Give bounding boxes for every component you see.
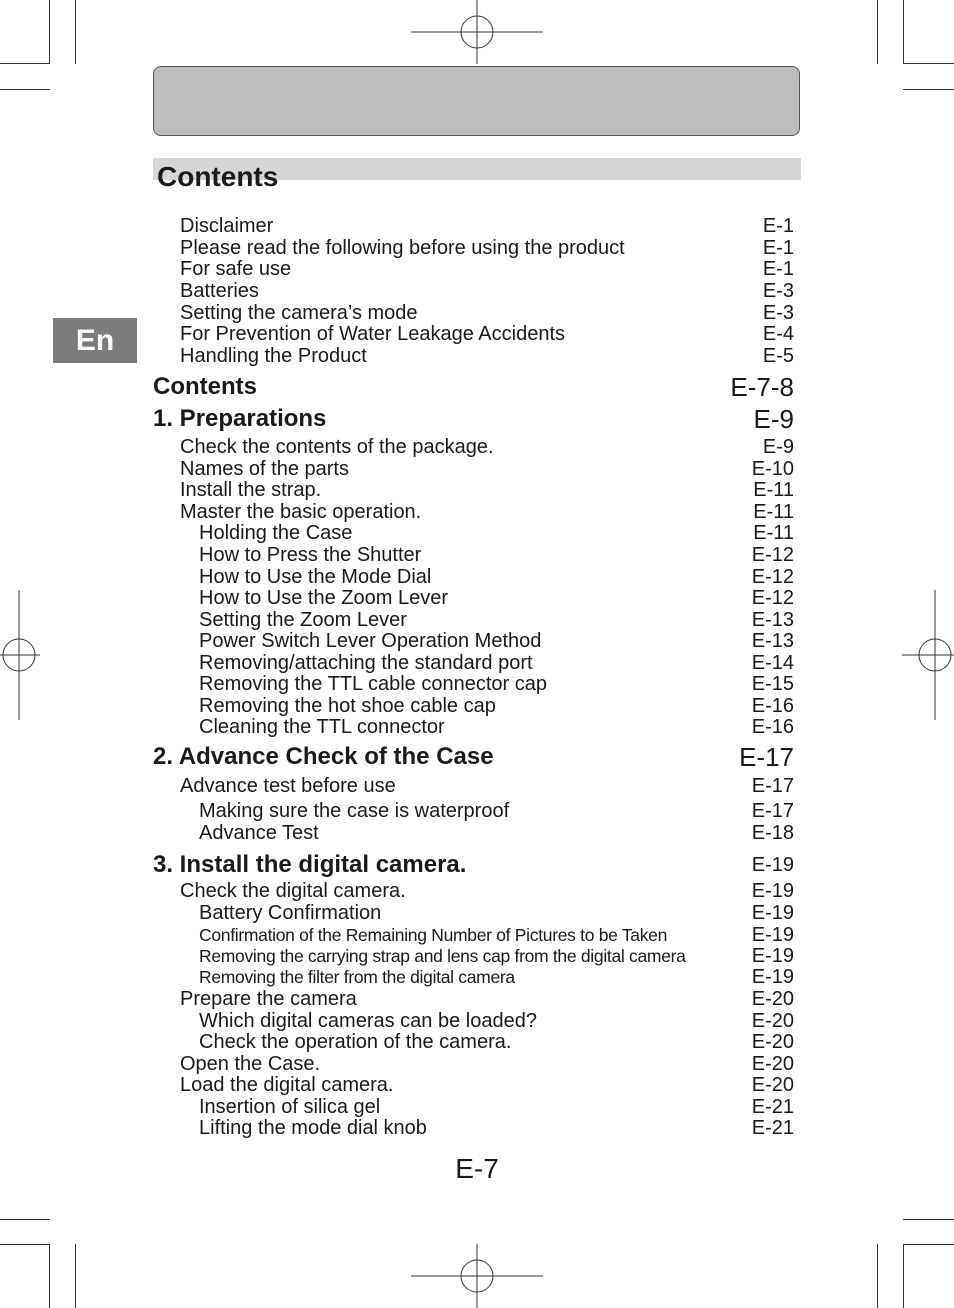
registration-mark-top [411,0,543,64]
toc-page-ref: E-15 [751,673,794,695]
toc-page-ref: E-10 [751,458,794,480]
toc-entry [0,609,954,631]
toc-page-ref: E-16 [751,695,794,717]
toc-label: Load the digital camera. [180,1074,394,1096]
page-title: Contents [157,161,279,192]
toc-page-ref: E-20 [751,1010,794,1032]
crop-mark [0,63,50,64]
toc-entry [0,345,954,367]
toc-label: Setting the camera’s mode [180,302,418,324]
toc-label: Please read the following before using the product [180,237,625,259]
toc-page-ref: E-21 [751,1096,794,1118]
toc-page-ref: E-3 [762,302,794,324]
toc-label: Removing/attaching the standard port [199,652,533,674]
toc-page-ref: E-17 [751,775,794,797]
toc-label: Check the contents of the package. [180,436,494,458]
crop-mark [49,1244,50,1308]
toc-entry [0,1010,954,1032]
toc-page-ref: E-11 [753,522,794,544]
crop-mark [75,1244,76,1308]
toc-entry [0,501,954,523]
toc-page-ref: E-17 [751,800,794,822]
toc-page-ref: E-7-8 [730,372,794,402]
toc-entry [0,652,954,674]
crop-mark [903,1244,954,1245]
toc-label: Removing the filter from the digital camera [199,967,515,987]
toc-page-ref: E-17 [739,742,794,772]
toc-page-ref: E-12 [751,544,794,566]
toc-section [0,372,954,402]
toc-page-ref: E-1 [762,258,794,280]
toc-page-ref: E-13 [751,630,794,652]
page-number: E-7 [455,1153,499,1184]
toc-entry [0,822,954,844]
crop-mark [877,0,878,64]
toc-label: Confirmation of the Remaining Number of Pictures to be Taken [199,925,668,945]
toc-entry [0,436,954,458]
toc-page-ref: E-14 [751,652,794,674]
toc-entry [0,902,954,924]
toc-entry [0,880,954,902]
toc-label: Disclaimer [180,215,274,237]
toc-label: 2. Advance Check of the Case [153,743,494,770]
toc-page-ref: E-19 [751,902,794,924]
toc-entry [0,775,954,797]
toc-entry [0,566,954,588]
toc-section [0,404,954,434]
crop-mark [903,89,954,90]
toc-entry [0,522,954,544]
toc-page-ref: E-11 [753,479,794,501]
toc-entry [0,716,954,738]
toc-label: Cleaning the TTL connector [199,716,445,738]
toc-entry [0,695,954,717]
toc-label: Removing the TTL cable connector cap [199,673,547,695]
toc-page-ref: E-20 [751,1031,794,1053]
toc-label: Setting the Zoom Lever [199,609,407,631]
toc-label: Holding the Case [199,522,353,544]
toc-entry [0,630,954,652]
toc-label: Which digital cameras can be loaded? [199,1010,537,1032]
language-tab: En [53,318,137,363]
toc-page-ref: E-13 [751,609,794,631]
toc-label: Removing the carrying strap and lens cap from the digital camera [199,946,686,966]
toc-page-ref: E-20 [751,1074,794,1096]
toc-entry [0,302,954,324]
toc-label: Contents [153,373,257,400]
toc-entry [0,800,954,822]
crop-mark [877,1244,878,1308]
toc-page-ref: E-1 [762,237,794,259]
toc-label: How to Use the Mode Dial [199,566,432,588]
header-band [153,66,800,136]
toc-entry [0,1053,954,1075]
toc-entry [0,587,954,609]
crop-mark [0,1219,50,1220]
toc-entry [0,280,954,302]
toc-label: How to Press the Shutter [199,544,422,566]
toc-label: Battery Confirmation [199,902,382,924]
toc-page-ref: E-19 [751,854,794,876]
crop-mark [903,63,954,64]
toc-entry [0,215,954,237]
toc-page-ref: E-11 [753,501,794,523]
toc-entry [0,458,954,480]
toc-label: Removing the hot shoe cable cap [199,695,496,717]
toc-entry [0,258,954,280]
toc-label: Batteries [180,280,259,302]
toc-entry [0,1117,954,1139]
toc-page-ref: E-19 [751,924,794,946]
toc-label: 1. Preparations [153,405,327,432]
toc-label: Advance test before use [180,775,396,797]
toc-label: Handling the Product [180,345,367,367]
toc-page-ref: E-9 [753,404,794,434]
toc-entry [0,479,954,501]
toc-entry [0,673,954,695]
crop-mark [75,0,76,64]
toc-page-ref: E-9 [762,436,794,458]
toc-page-ref: E-20 [751,988,794,1010]
toc-page-ref: E-19 [751,880,794,902]
toc-page-ref: E-12 [751,566,794,588]
toc-page-ref: E-5 [762,345,794,367]
crop-mark [0,1244,50,1245]
toc-section [0,742,954,772]
toc-label: 3. Install the digital camera. [153,851,467,878]
toc-entry [0,1031,954,1053]
toc-page-ref: E-4 [762,323,794,345]
toc-label: Open the Case. [180,1053,321,1075]
toc-label: Prepare the camera [180,988,357,1010]
crop-mark [49,0,50,64]
toc-label: Advance Test [199,822,319,844]
toc-label: Power Switch Lever Operation Method [199,630,542,652]
toc-label: For safe use [180,258,292,280]
toc-entry [0,988,954,1010]
toc-label: How to Use the Zoom Lever [199,587,448,609]
toc-entry [0,1096,954,1118]
toc-page-ref: E-19 [751,966,794,988]
toc-entry [0,544,954,566]
toc-entry [0,237,954,259]
toc-page-ref: E-16 [751,716,794,738]
toc-label: Lifting the mode dial knob [199,1117,427,1139]
toc-page-ref: E-21 [751,1117,794,1139]
toc-label: Insertion of silica gel [199,1096,381,1118]
toc-label: Check the digital camera. [180,880,406,902]
toc-page-ref: E-18 [751,822,794,844]
toc-page-ref: E-19 [751,945,794,967]
toc-label: Install the strap. [180,479,322,501]
toc-label: Master the basic operation. [180,501,422,523]
toc-page-ref: E-20 [751,1053,794,1075]
registration-mark-bottom [411,1244,543,1308]
toc-entry [0,924,954,946]
toc-entry [0,323,954,345]
crop-mark [903,1244,904,1308]
toc-page-ref: E-12 [751,587,794,609]
toc-label: Check the operation of the camera. [199,1031,512,1053]
toc-entry [0,1074,954,1096]
toc-entry [0,945,954,967]
toc-label: For Prevention of Water Leakage Accidents [180,323,566,345]
toc-page-ref: E-1 [762,215,794,237]
crop-mark [903,1219,954,1220]
toc-label: Names of the parts [180,458,349,480]
toc-section [0,850,954,880]
toc-entry [0,966,954,988]
toc-label: Making sure the case is waterproof [199,800,510,822]
crop-mark [0,89,50,90]
crop-mark [903,0,904,64]
toc-page-ref: E-3 [762,280,794,302]
